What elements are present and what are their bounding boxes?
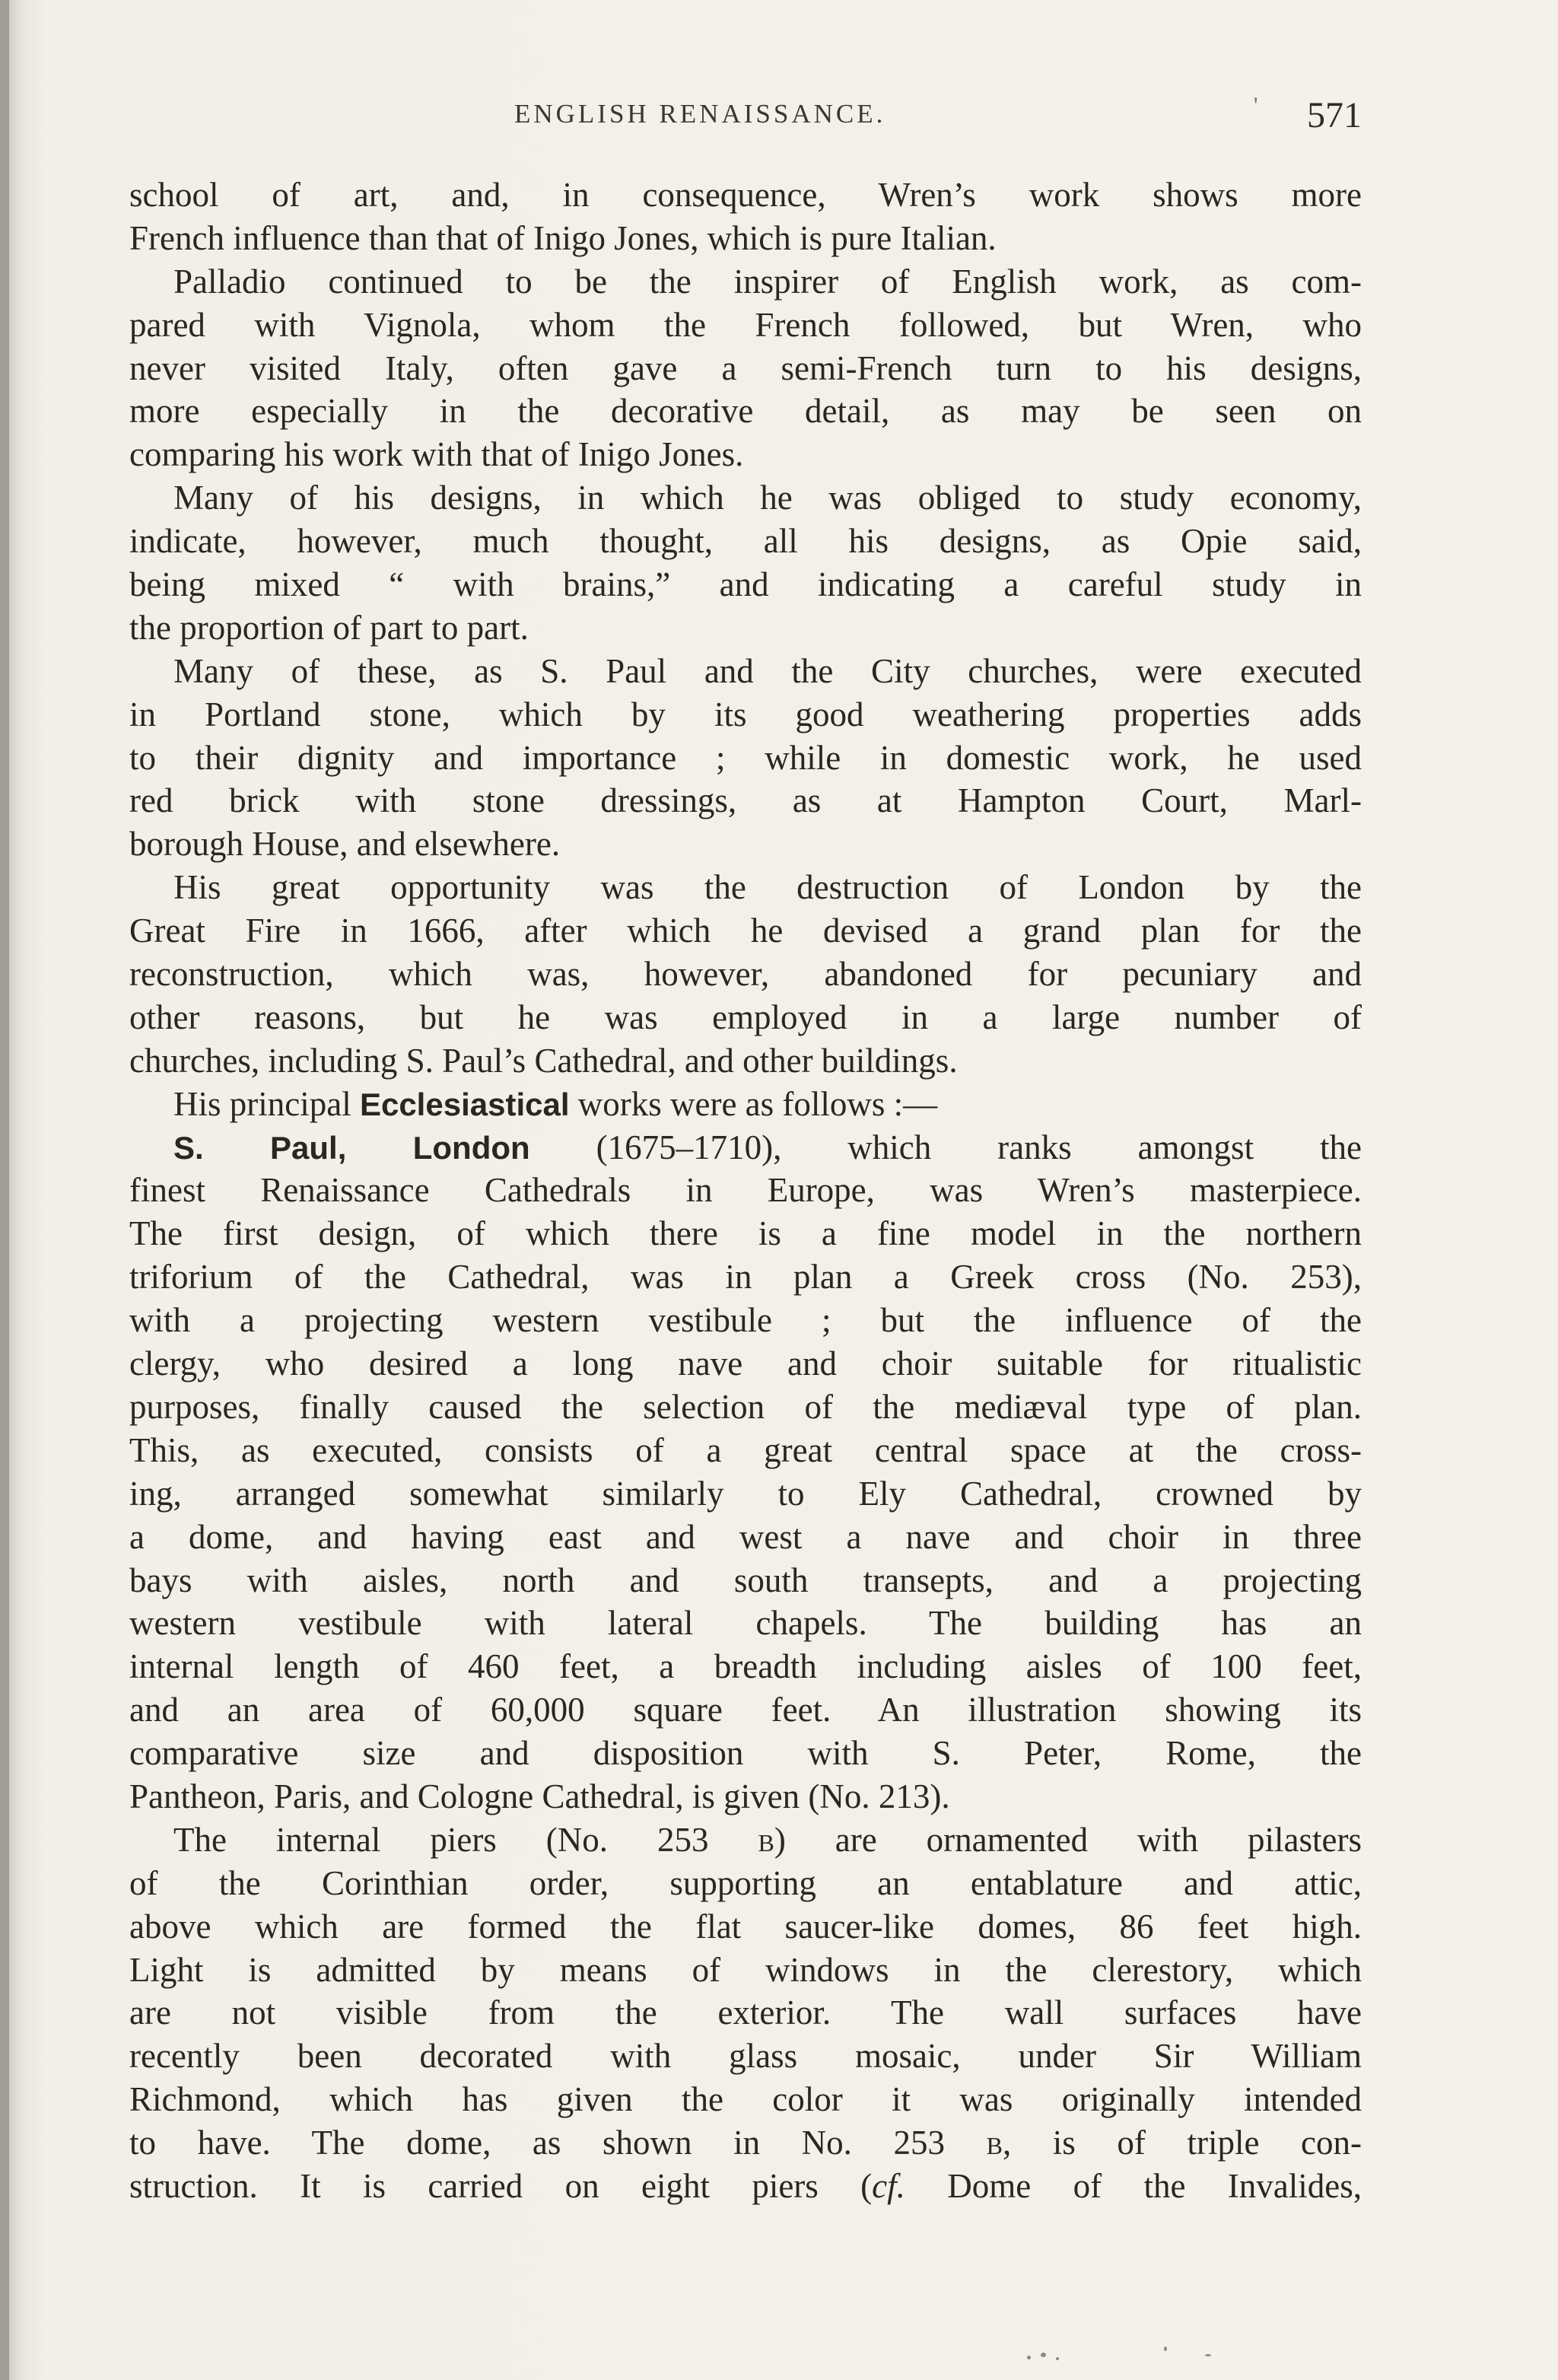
heading-s-paul-london: S. Paul, London xyxy=(173,1129,530,1166)
text-line: comparing his work with that of Inigo Jones. xyxy=(129,435,744,474)
text-line: a dome, and having east and west a nave and choir in three xyxy=(129,1517,1362,1556)
text-line: red brick with stone dressings, as at Hampton Court, Marl- xyxy=(129,781,1362,820)
text-line: recently been decorated with glass mosaic, under Sir William xyxy=(129,2037,1362,2076)
text-line: to have. The dome, as shown in No. 253 B, is of triple con- xyxy=(129,2124,1362,2162)
text-line: above which are formed the flat saucer-like domes, 86 feet high. xyxy=(129,1907,1362,1946)
text-line: borough House, and elsewhere. xyxy=(129,825,561,864)
text-line: Pantheon, Paris, and Cologne Cathedral, is given (No. 213). xyxy=(129,1777,950,1815)
spine-shadow xyxy=(0,0,9,2380)
text-line: are not visible from the exterior. The wall surfaces have xyxy=(129,1993,1362,2032)
paper-specks xyxy=(1019,2343,1217,2374)
text-line: school of art, and, in consequence, Wren’s work shows more xyxy=(129,176,1362,214)
text-line: ing, arranged somewhat similarly to Ely Cathedral, crowned by xyxy=(129,1474,1362,1513)
text-line: Many of his designs, in which he was obliged to study economy, xyxy=(173,479,1362,517)
text-line: more especially in the decorative detail, as may be seen on xyxy=(129,392,1362,431)
text-line: pared with Vignola, whom the French followed, but Wren, who xyxy=(129,305,1362,344)
text-line: comparative size and disposition with S. Peter, Rome, the xyxy=(129,1734,1362,1773)
text-line: other reasons, but he was employed in a large number of xyxy=(129,998,1362,1036)
text-line: S. Paul, London (1675–1710), which ranks amongst the xyxy=(173,1128,1362,1166)
text-line: Great Fire in 1666, after which he devised a grand plan for the xyxy=(129,912,1362,950)
text-line: The internal piers (No. 253 B) are ornamented with pilasters xyxy=(173,1820,1362,1859)
page-number: 571 xyxy=(1307,95,1362,135)
text-line: in Portland stone, which by its good weathering properties adds xyxy=(129,695,1362,733)
text-line: triforium of the Cathedral, was in plan a Greek cross (No. 253), xyxy=(129,1258,1362,1297)
running-head xyxy=(129,91,1362,152)
text-line: bays with aisles, north and south transepts, and a projecting xyxy=(129,1561,1362,1599)
text-line: of the Corinthian order, supporting an entablature and attic, xyxy=(129,1863,1362,1902)
text-line: the proportion of part to part. xyxy=(129,608,529,647)
text-line: purposes, finally caused the selection of the mediæval type of plan. xyxy=(129,1387,1362,1426)
text-line: churches, including S. Paul’s Cathedral, and other buildings. xyxy=(129,1041,958,1080)
text-line: indicate, however, much thought, all his designs, as Opie said, xyxy=(129,522,1362,561)
running-head-title: ENGLISH RENAISSANCE. xyxy=(514,99,886,129)
text-line: struction. It is carried on eight piers (cf. Dome of the Invalides, xyxy=(129,2166,1362,2205)
text-line: The first design, of which there is a fine model in the northern xyxy=(129,1214,1362,1253)
text-line: western vestibule with lateral chapels. The building has an xyxy=(129,1604,1362,1643)
text-line: reconstruction, which was, however, abandoned for pecuniary and xyxy=(129,955,1362,994)
text-line: finest Renaissance Cathedrals in Europe, was Wren’s masterpiece. xyxy=(129,1171,1362,1210)
text-line: Palladio continued to be the inspirer of English work, as com- xyxy=(173,262,1362,301)
body-text xyxy=(129,173,1362,2208)
text-line: Light is admitted by means of windows in the clerestory, which xyxy=(129,1950,1362,1989)
text-line: His principal Ecclesiastical works were as follows :— xyxy=(173,1084,938,1123)
text-line: French influence than that of Inigo Jones, which is pure Italian. xyxy=(129,218,997,257)
text-line: His great opportunity was the destruction of London by the xyxy=(173,868,1362,907)
heading-ecclesiastical: Ecclesiastical xyxy=(359,1086,570,1122)
text-line: clergy, who desired a long nave and choir suitable for ritualistic xyxy=(129,1344,1362,1383)
text-line: with a projecting western vestibule ; but the influence of the xyxy=(129,1301,1362,1340)
text-line: never visited Italy, often gave a semi-French turn to his designs, xyxy=(129,348,1362,387)
text-line: internal length of 460 feet, a breadth including aisles of 100 feet, xyxy=(129,1647,1362,1686)
text-line: This, as executed, consists of a great central space at the cross- xyxy=(129,1430,1362,1469)
text-line: being mixed “ with brains,” and indicating a careful study in xyxy=(129,565,1362,604)
text-line: and an area of 60,000 square feet. An illustration showing its xyxy=(129,1691,1362,1729)
running-head-mark: ' xyxy=(1254,93,1258,118)
text-line: Many of these, as S. Paul and the City churches, were executed xyxy=(173,651,1362,690)
text-line: to their dignity and importance ; while in domestic work, he used xyxy=(129,738,1362,777)
text-line: Richmond, which has given the color it was originally intended xyxy=(129,2080,1362,2119)
